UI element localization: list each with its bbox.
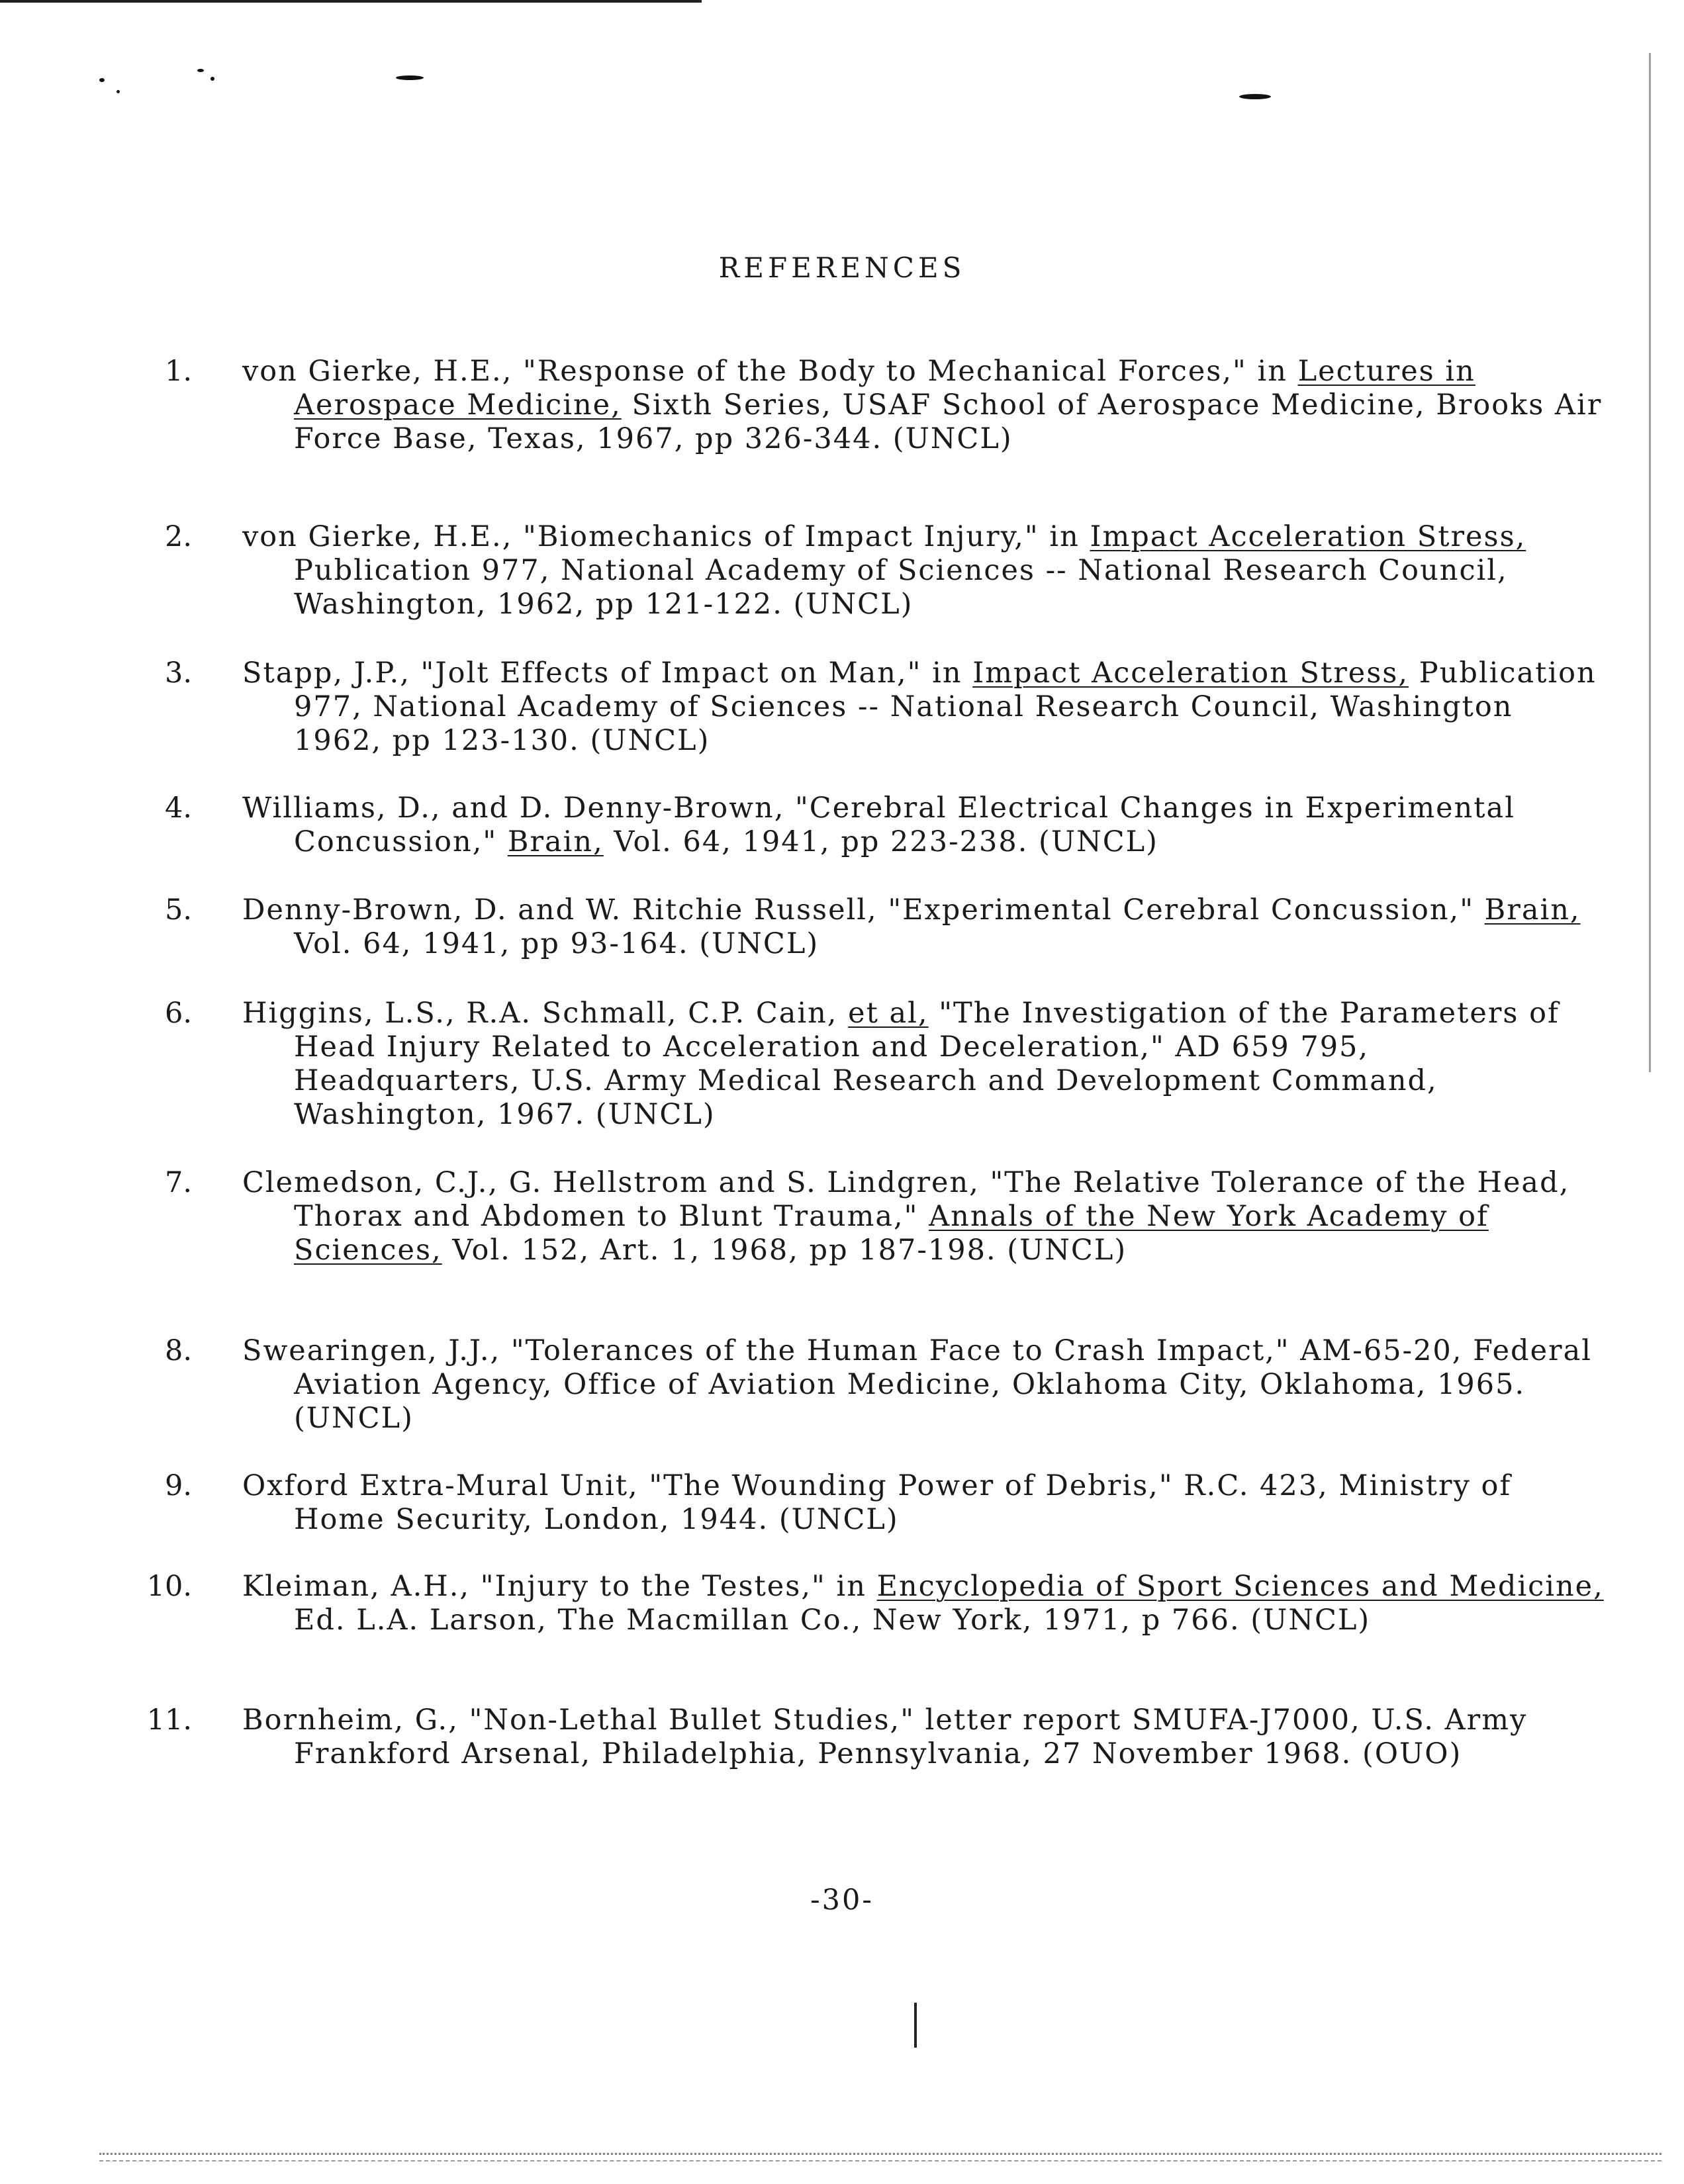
scan-edge-right <box>1649 53 1651 1072</box>
reference-source-title: Impact Acceleration Stress, <box>1090 520 1526 553</box>
reference-text <box>242 657 1605 758</box>
reference-text <box>242 1469 1605 1537</box>
reference-number: 2. <box>164 520 192 553</box>
scan-edge-top <box>0 0 702 3</box>
reference-text-segment: Publication 977, National Academy of Sciences -- National Research Council, Washington, 1962, pp 121-122. (UNCL) <box>294 554 1508 621</box>
reference-text-segment: von Gierke, H.E., "Biomechanics of Impact Injury," in <box>242 520 1090 553</box>
reference-number: 4. <box>164 792 192 825</box>
reference-number: 9. <box>164 1469 192 1502</box>
scan-mark <box>914 2003 917 2048</box>
reference-text-segment: Kleiman, A.H., "Injury to the Testes," in <box>242 1570 877 1603</box>
scan-speck <box>197 69 204 72</box>
scan-speck <box>99 78 105 82</box>
reference-text-segment: Clemedson, C.J., G. Hellstrom and S. Lindgren, "The Relative Tolerance of the Head, Thorax and Abdomen to Blunt Trauma," <box>242 1166 1570 1233</box>
reference-number: 5. <box>164 893 192 927</box>
reference-text-segment: Stapp, J.P., "Jolt Effects of Impact on Man," in <box>242 657 973 690</box>
reference-source-title: Annals of the New York Academy of Sciences, <box>294 1200 1489 1267</box>
page-number: -30- <box>810 1884 874 1917</box>
scan-speck <box>1239 94 1271 99</box>
reference-text <box>242 792 1605 859</box>
reference-text <box>242 997 1605 1132</box>
reference-number: 3. <box>164 657 192 690</box>
page-title: REFERENCES <box>718 251 966 284</box>
reference-number: 1. <box>164 355 192 388</box>
scan-edge-bottom <box>99 2153 1661 2161</box>
reference-text-segment: Vol. 152, Art. 1, 1968, pp 187-198. (UNCL) <box>442 1234 1127 1267</box>
reference-source-title: Brain, <box>1484 893 1581 927</box>
reference-text <box>242 893 1605 961</box>
reference-text-segment: Ed. L.A. Larson, The Macmillan Co., New York, 1971, p 766. (UNCL) <box>294 1604 1371 1637</box>
scan-speck <box>396 75 424 80</box>
scan-speck <box>117 90 120 93</box>
reference-text <box>242 355 1605 456</box>
reference-text-segment: Vol. 64, 1941, pp 223-238. (UNCL) <box>603 825 1158 858</box>
reference-text-segment: Denny-Brown, D. and W. Ritchie Russell, "Experimental Cerebral Concussion," <box>242 893 1485 927</box>
scan-speck <box>210 77 214 81</box>
reference-number: 10. <box>146 1570 192 1603</box>
reference-text <box>242 520 1605 621</box>
reference-number: 11. <box>146 1704 192 1737</box>
reference-source-title: et al, <box>848 997 929 1030</box>
reference-text <box>242 1334 1605 1435</box>
reference-number: 6. <box>164 997 192 1030</box>
reference-text-segment: Swearingen, J.J., "Tolerances of the Human Face to Crash Impact," AM-65-20, Federal Aviation Agency, Office of Aviation Medicine, Oklahoma City, Oklahoma, 1965. (UNCL) <box>242 1334 1592 1435</box>
reference-text-segment: Publication 977, National Academy of Sciences -- National Research Council, Washington 1962, pp 123-130. (UNCL) <box>294 657 1597 757</box>
reference-source-title: Lectures in Aerospace Medicine, <box>294 355 1475 422</box>
reference-text <box>242 1570 1605 1637</box>
reference-text-segment: Williams, D., and D. Denny-Brown, "Cerebral Electrical Changes in Experimental Concussion," <box>242 792 1515 858</box>
reference-text-segment: Oxford Extra-Mural Unit, "The Wounding Power of Debris," R.C. 423, Ministry of Home Security, London, 1944. (UNCL) <box>242 1469 1512 1536</box>
reference-text-segment: Sixth Series, USAF School of Aerospace Medicine, Brooks Air Force Base, Texas, 1967, pp 326-344. (UNCL) <box>294 388 1603 455</box>
reference-source-title: Impact Acceleration Stress, <box>972 657 1409 690</box>
reference-number: 7. <box>164 1166 192 1199</box>
reference-number: 8. <box>164 1334 192 1367</box>
reference-text-segment: von Gierke, H.E., "Response of the Body to Mechanical Forces," in <box>242 355 1298 388</box>
reference-text <box>242 1166 1605 1267</box>
reference-text-segment: Vol. 64, 1941, pp 93-164. (UNCL) <box>294 927 819 960</box>
reference-text-segment: Higgins, L.S., R.A. Schmall, C.P. Cain, <box>242 997 849 1030</box>
reference-source-title: Brain, <box>507 825 604 858</box>
reference-text <box>242 1704 1605 1771</box>
reference-source-title: Encyclopedia of Sport Sciences and Medicine, <box>876 1570 1604 1603</box>
reference-text-segment: "The Investigation of the Parameters of Head Injury Related to Acceleration and Deceleration," AD 659 795, Headquarters, U.S. Army Medical Research and Development Command, Washington, 1967. (UNCL) <box>294 997 1560 1131</box>
reference-text-segment: Bornheim, G., "Non-Lethal Bullet Studies," letter report SMUFA-J7000, U.S. Army Frankford Arsenal, Philadelphia, Pennsylvania, 27 November 1968. (OUO) <box>242 1704 1528 1770</box>
